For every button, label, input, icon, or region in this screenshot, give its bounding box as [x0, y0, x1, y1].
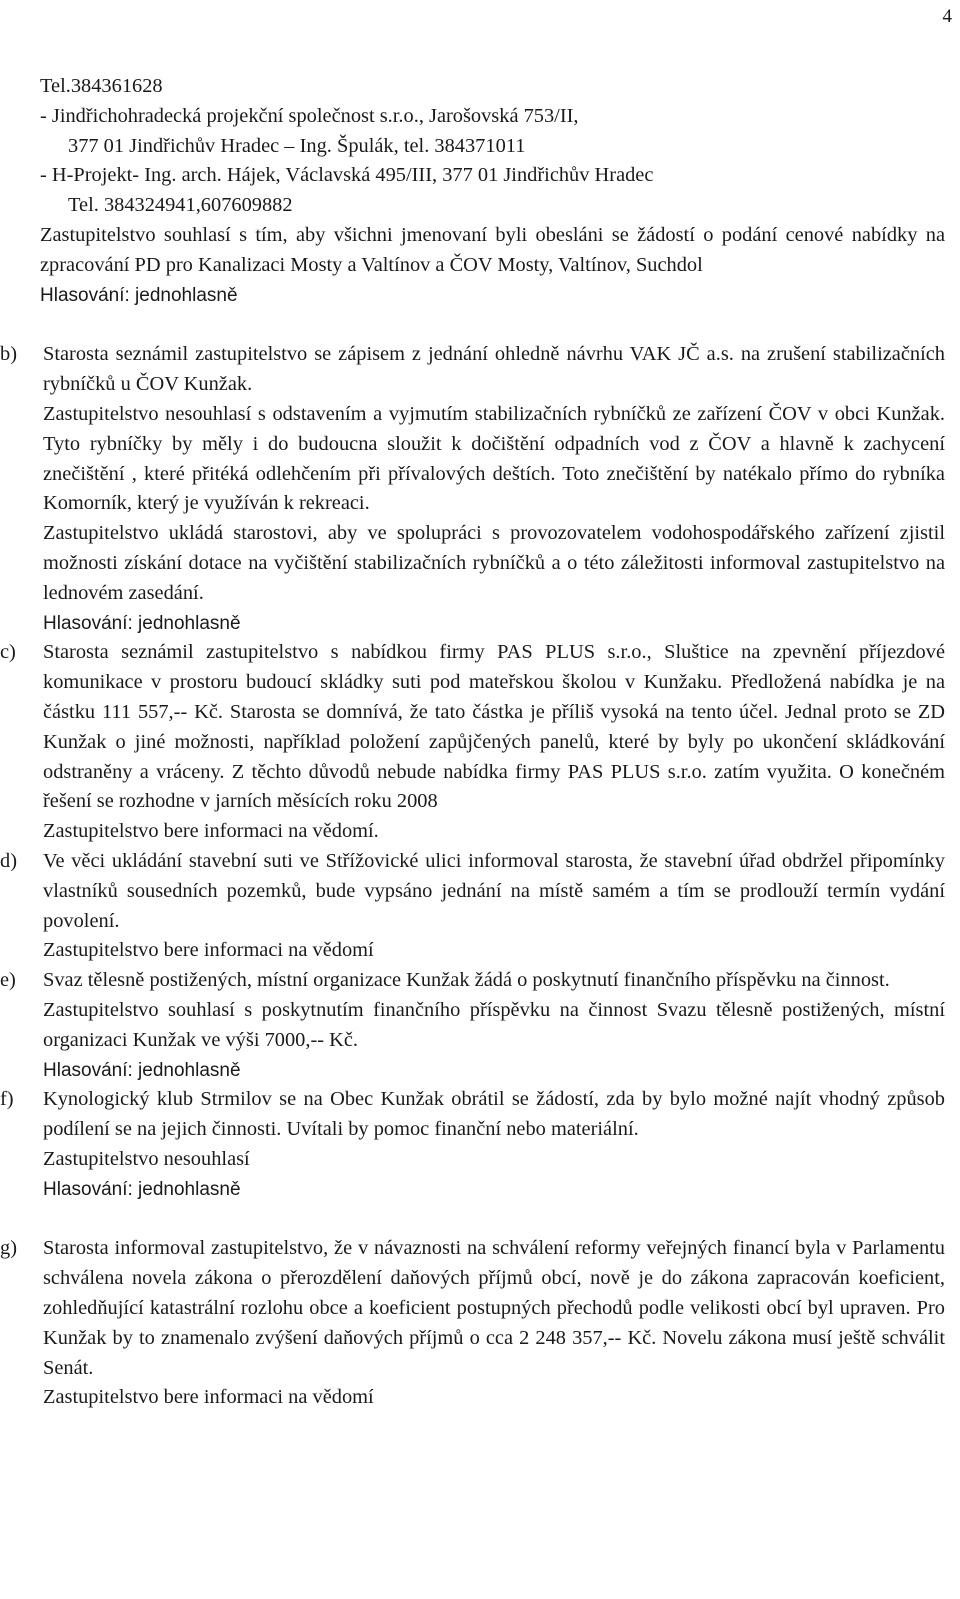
item-paragraph: Svaz tělesně postižených, místní organizace Kunžak žádá o poskytnutí finančního příspěvku na činnost. — [43, 969, 890, 992]
intro-vote: Hlasování: jednohlasně — [40, 284, 238, 306]
agenda-item-d — [0, 847, 945, 966]
agenda-item-e — [0, 966, 945, 1085]
item-vote: Hlasování: jednohlasně — [43, 1178, 241, 1200]
item-paragraph: Starosta seznámil zastupitelstvo se zápisem z jednání ohledně návrhu VAK JČ a.s. na zrušení stabilizačních rybníčků u ČOV Kunžak. — [43, 343, 945, 396]
agenda-item-b — [0, 340, 945, 638]
agenda-item-f — [0, 1085, 945, 1204]
item-paragraph: Ve věci ukládání stavební suti ve Střížovické ulici informoval starosta, že stavební úřad obdržel připomínky vlastníků sousedních pozemků, bude vypsáno jednání na místě samém a tím se prodlouží termín vydání povolení. — [43, 849, 945, 932]
intro-section — [40, 72, 945, 310]
intro-resolution: Zastupitelstvo souhlasí s tím, aby všichni jmenovaní byli obesláni se žádostí o podání cenové nabídky na zpracování PD pro Kanalizaci Mosty a Valtínov a ČOV Mosty, Valtínov, Suchdol — [40, 223, 945, 276]
agenda-item-c — [0, 638, 945, 847]
item-paragraph: Starosta informoval zastupitelstvo, že v návaznosti na schválení reformy veřejných financí byla v Parlamentu schválena novela zákona o přerozdělení daňových příjmů obcí, nově je do zákona zapracován koeficient, zohledňující katastrální rozlohu obce a koeficient postupných přechodů podle velikosti obcí byl upraven. Pro Kunžak by to znamenalo zvýšení daňových příjmů o cca 2 248 357,-- Kč. Novelu zákona musí ještě schválit Senát. — [43, 1237, 945, 1379]
intro-line: Tel.384361628 — [40, 75, 163, 97]
item-paragraph: Zastupitelstvo nesouhlasí — [43, 1147, 250, 1170]
item-paragraph: Zastupitelstvo bere informaci na vědomí — [43, 939, 374, 962]
item-letter: e) — [0, 969, 16, 992]
item-vote: Hlasování: jednohlasně — [43, 612, 241, 634]
item-paragraph: Zastupitelstvo bere informaci na vědomí. — [43, 820, 379, 843]
intro-line: 377 01 Jindřichův Hradec – Ing. Špulák, tel. 384371011 — [68, 134, 526, 157]
intro-line: - H-Projekt- Ing. arch. Hájek, Václavská 495/III, 377 01 Jindřichův Hradec — [40, 164, 654, 187]
agenda-item-g — [0, 1234, 945, 1413]
intro-line: Tel. 384324941,607609882 — [68, 194, 293, 217]
item-letter: g) — [0, 1237, 17, 1260]
item-letter: b) — [0, 343, 17, 366]
page-number: 4 — [942, 6, 952, 27]
intro-line: - Jindřichohradecká projekční společnost s.r.o., Jarošovská 753/II, — [40, 104, 579, 127]
item-paragraph: Zastupitelstvo ukládá starostovi, aby ve spolupráci s provozovatelem vodohospodářského zařízení zjistil možnosti získání dotace na vyčištění stabilizačních rybníčků a o této záležitosti informoval zastupitelstvo na lednovém zasedání. — [43, 522, 945, 604]
item-vote: Hlasování: jednohlasně — [43, 1059, 241, 1081]
document-body — [0, 72, 945, 1413]
item-letter: f) — [0, 1088, 14, 1111]
item-paragraph: Zastupitelstvo souhlasí s poskytnutím finančního příspěvku na činnost Svazu tělesně postižených, místní organizaci Kunžak ve výši 7000,-- Kč. — [43, 998, 945, 1051]
item-letter: c) — [0, 641, 16, 664]
item-paragraph: Kynologický klub Strmilov se na Obec Kunžak obrátil se žádostí, zda by bylo možné najít vhodný způsob podílení se na jejich činnosti. Uvítali by pomoc finanční nebo materiální. — [43, 1088, 945, 1141]
item-paragraph: Starosta seznámil zastupitelstvo s nabídkou firmy PAS PLUS s.r.o., Sluštice na zpevnění příjezdové komunikace v prostoru budoucí skládky suti pod mateřskou školou v Kunžaku. Předložená nabídka je na částku 111 557,-- Kč. Starosta se domnívá, že tato částka je příliš vysoká na tento účel. Jednal proto se ZD Kunžak o jiné možnosti, například položení zapůjčených panelů, které by byly po ukončení skládkování odstraněny a vráceny. Z těchto důvodů nebude nabídka firmy PAS PLUS s.r.o. zatím využita. O konečném řešení se rozhodne v jarních měsících roku 2008 — [43, 641, 945, 813]
item-letter: d) — [0, 849, 17, 872]
item-paragraph: Zastupitelstvo nesouhlasí s odstavením a vyjmutím stabilizačních rybníčků ze zařízení ČOV v obci Kunžak. Tyto rybníčky by měly i do budoucna sloužit k dočištění odpadních vod z ČOV a hlavně k zachycení znečištění , které přitéká odlehčením při přívalových deštích. Toto znečištění by natékalo přímo do rybníka Komorník, který je využíván k rekreaci. — [43, 402, 945, 515]
item-paragraph: Zastupitelstvo bere informaci na vědomí — [43, 1386, 374, 1409]
